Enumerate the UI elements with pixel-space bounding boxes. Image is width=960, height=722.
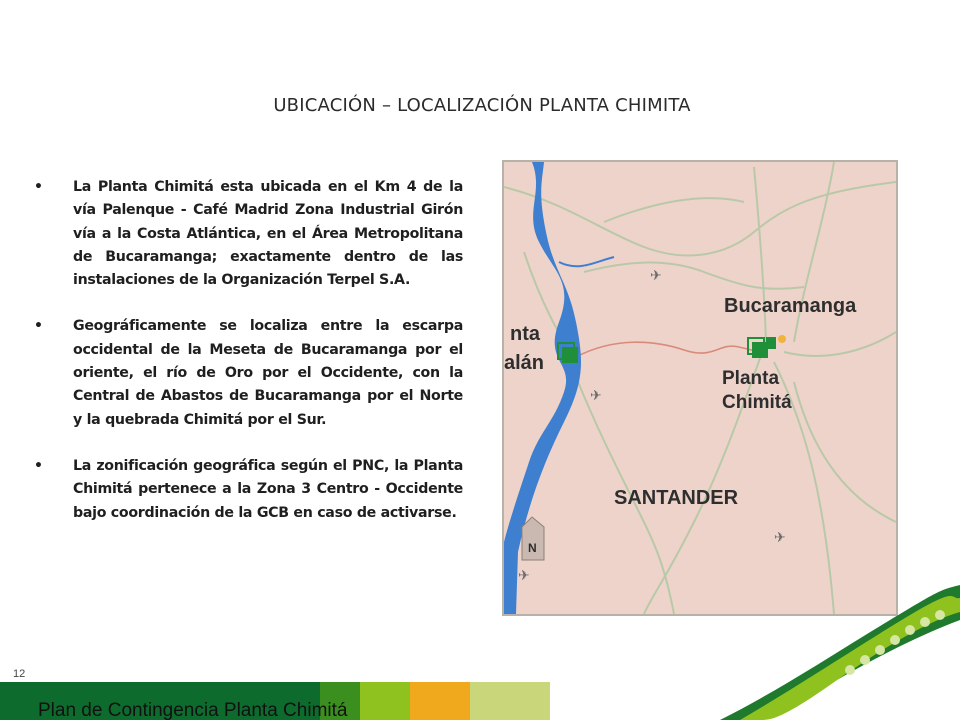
bullet-item (34, 455, 463, 525)
bullet-dot-icon: • (34, 457, 43, 474)
map-roads (504, 162, 896, 614)
svg-text:✈: ✈ (774, 529, 786, 545)
map-tributary (559, 257, 614, 266)
bullet-item (34, 315, 463, 431)
decorative-swoosh (700, 560, 960, 720)
bullet-text: La Planta Chimitá esta ubicada en el Km 4 de la vía Palenque - Café Madrid Zona Industrial Girón vía a la Costa Atlántica, en el Área Metropolitana de Bucaramanga; exactamente dentro de las instalaciones de la Organización Terpel S.A. (73, 179, 463, 289)
slide-title: UBICACIÓN – LOCALIZACIÓN PLANTA CHIMITA (273, 95, 691, 116)
map-route (576, 342, 766, 357)
bullet-text: La zonificación geográfica según el PNC, la Planta Chimitá pertenece a la Zona 3 Centro - Occidente bajo coordinación de la GCB en caso de activarse. (73, 457, 463, 521)
label-left-bottom: alán (504, 352, 545, 374)
location-map (502, 160, 898, 616)
bullet-text: Geográficamente se localiza entre la escarpa occidental de la Meseta de Bucaramanga por el oriente, el río de Oro por el Occidente, con la Central de Abastos de Bucaramanga por el Norte y la quebrada Chimitá por el Sur. (73, 318, 463, 428)
north-label: N (528, 541, 537, 555)
bullet-dot-icon: • (34, 179, 43, 195)
label-left-top: nta (510, 323, 540, 345)
map-graphic (504, 162, 896, 614)
bullet-list (34, 176, 463, 548)
city-marker (778, 335, 786, 343)
label-planta: Planta (722, 368, 780, 389)
footer-title: Plan de Contingencia Planta Chimitá (38, 700, 348, 721)
plant-marker-chimita (748, 337, 776, 358)
page-number: 12 (13, 668, 26, 680)
bullet-dot-icon: • (34, 318, 43, 335)
label-chimita: Chimitá (722, 392, 792, 413)
svg-text:✈: ✈ (590, 387, 602, 403)
svg-text:✈: ✈ (518, 567, 530, 583)
bullet-item (34, 176, 463, 292)
label-santander: SANTANDER (614, 487, 739, 509)
label-bucaramanga: Bucaramanga (724, 295, 857, 317)
svg-text:✈: ✈ (650, 267, 662, 283)
